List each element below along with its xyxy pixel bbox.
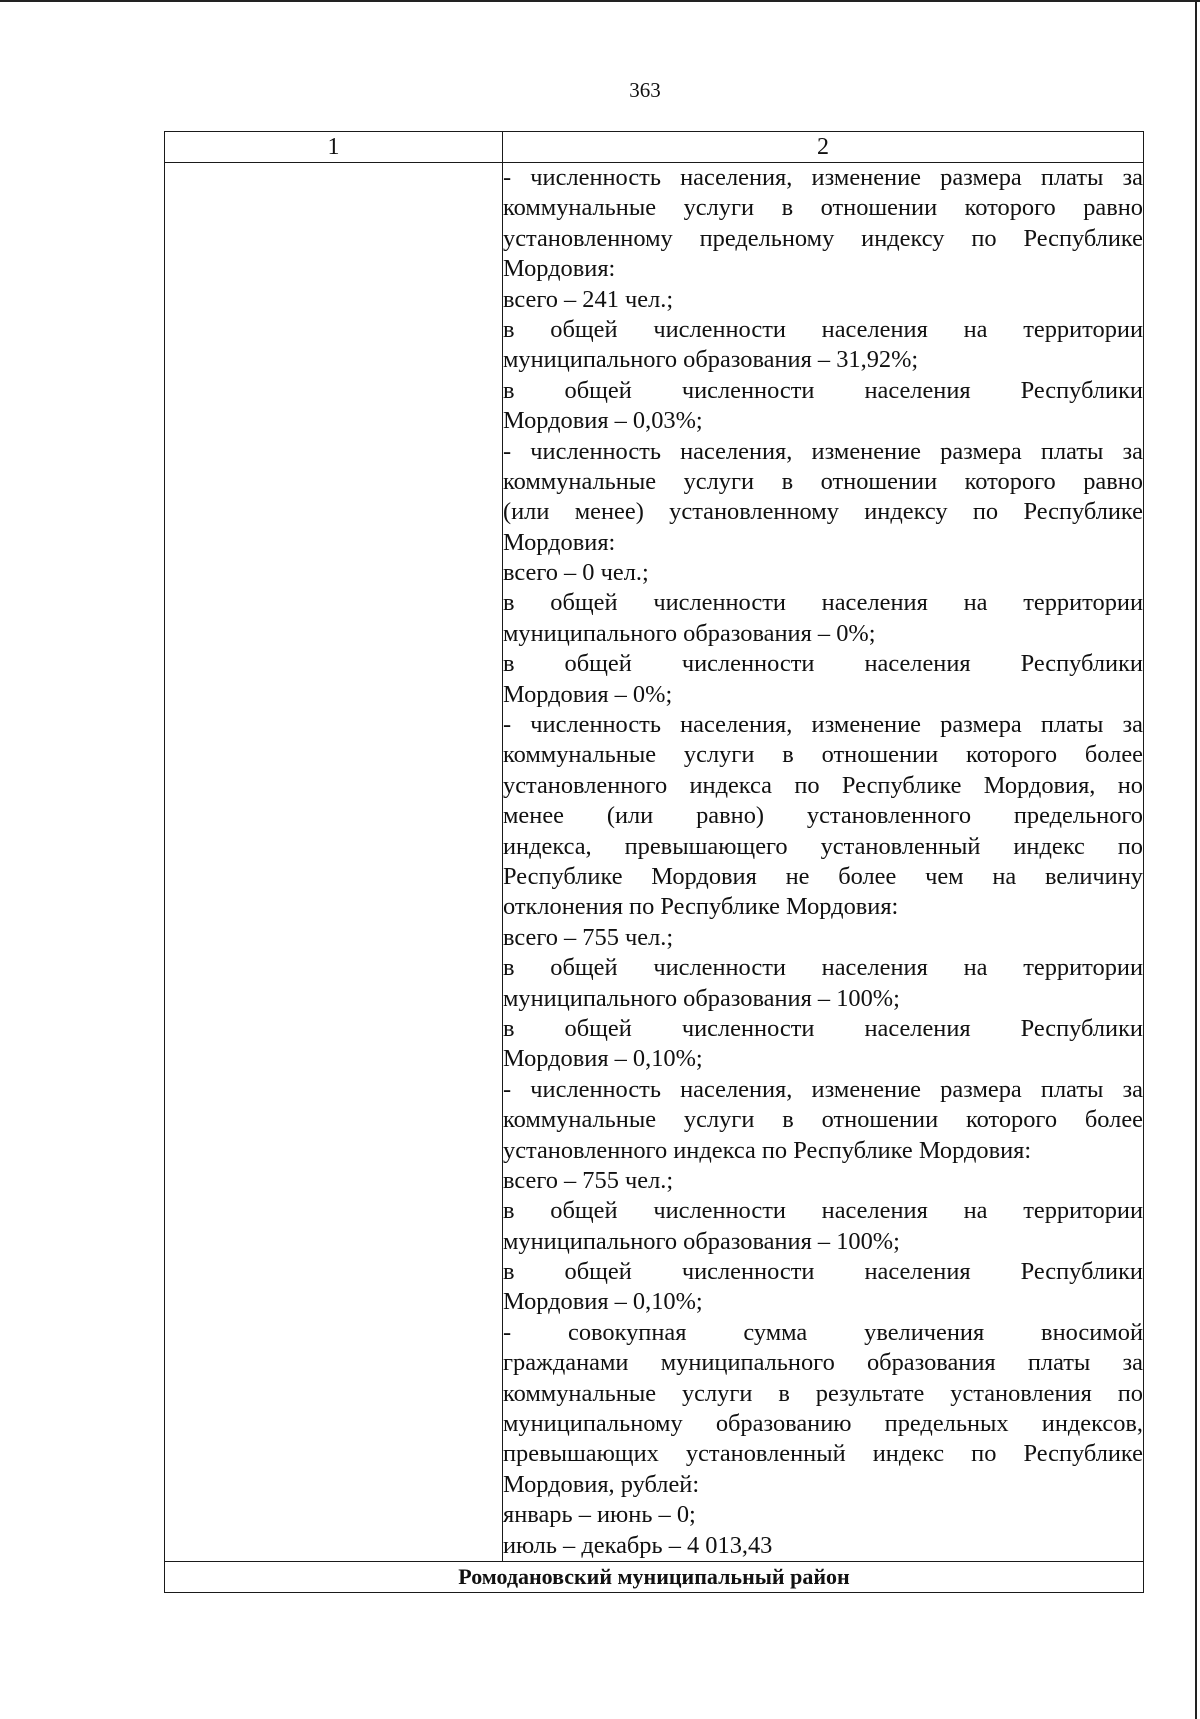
page-number: 363 [629, 78, 661, 102]
text-line: (или менее) установленному индексу по Республике [503, 498, 1143, 526]
text-line: превышающих установленный индекс по Республике [503, 1440, 1143, 1468]
section-title: Ромодановский муниципальный район [165, 1561, 1144, 1592]
text-line: коммунальные услуги в отношении которого равно [503, 467, 1143, 495]
section-row [165, 1561, 1144, 1592]
text-line: Мордовия: [503, 528, 616, 556]
text-line: установленного индекса по Республике Мордовия, но [503, 771, 1143, 799]
table-header-row [165, 132, 1144, 163]
text-line: отклонения по Республике Мордовия: [503, 893, 899, 921]
text-line: муниципального образования – 0%; [503, 619, 876, 647]
scan-edge-right [1195, 0, 1197, 1719]
text-line: Мордовия: [503, 255, 616, 283]
text-line: гражданами муниципального образования платы за [503, 1349, 1143, 1377]
text-line: Мордовия – 0%; [503, 680, 673, 708]
text-line: установленному предельному индексу по Республике [503, 224, 1143, 252]
text-line: январь – июнь – 0; [503, 1501, 696, 1529]
text-line: Мордовия, рублей: [503, 1470, 700, 1498]
text-line: - численность населения, изменение размера платы за [503, 437, 1143, 465]
text-line: в общей численности населения Республики [503, 376, 1143, 404]
text-line: муниципального образования – 100%; [503, 984, 900, 1012]
text-line: Республике Мордовия не более чем на величину [503, 862, 1143, 890]
text-line: Мордовия – 0,10%; [503, 1045, 703, 1073]
text-line: муниципального образования – 31,92%; [503, 346, 919, 374]
text-line: муниципального образования – 100%; [503, 1227, 900, 1255]
text-line: коммунальные услуги в результате установления по [503, 1379, 1143, 1407]
text-line: всего – 241 чел.; [503, 285, 674, 313]
content-cell [503, 163, 1144, 1562]
scan-edge-top [0, 0, 1200, 2]
table-row [165, 163, 1144, 1562]
text-line: - численность населения, изменение размера платы за [503, 711, 1143, 739]
content-lines [503, 163, 1143, 1561]
empty-cell [165, 163, 503, 1562]
column-header-1: 1 [165, 132, 503, 163]
text-line: Мордовия – 0,10%; [503, 1288, 703, 1316]
text-line: менее (или равно) установленного предельного [503, 802, 1143, 830]
text-line: в общей численности населения на территории [503, 315, 1143, 343]
text-line: в общей численности населения Республики [503, 650, 1143, 678]
text-line: всего – 0 чел.; [503, 559, 649, 587]
text-line: в общей численности населения на территории [503, 1197, 1143, 1225]
text-line: коммунальные услуги в отношении которого более [503, 1106, 1143, 1134]
text-line: июль – декабрь – 4 013,43 [503, 1531, 773, 1559]
text-line: в общей численности населения Республики [503, 1014, 1143, 1042]
text-line: в общей численности населения Республики [503, 1258, 1143, 1286]
column-header-2: 2 [503, 132, 1144, 163]
text-line: - численность населения, изменение размера платы за [503, 164, 1143, 191]
text-line: индекса, превышающего установленный индекс по [503, 832, 1143, 860]
text-line: в общей численности населения на территории [503, 954, 1143, 982]
text-line: Мордовия – 0,03%; [503, 407, 703, 435]
text-line: коммунальные услуги в отношении которого более [503, 741, 1143, 769]
text-line: - численность населения, изменение размера платы за [503, 1075, 1143, 1103]
text-line: - совокупная сумма увеличения вносимой [503, 1318, 1143, 1346]
text-line: в общей численности населения на территории [503, 589, 1143, 617]
text-line: установленного индекса по Республике Мордовия: [503, 1136, 1032, 1164]
text-line: коммунальные услуги в отношении которого равно [503, 194, 1143, 222]
text-line: всего – 755 чел.; [503, 923, 674, 951]
document-table [164, 131, 1144, 1593]
text-line: всего – 755 чел.; [503, 1166, 674, 1194]
text-line: муниципальному образованию предельных индексов, [503, 1410, 1143, 1438]
